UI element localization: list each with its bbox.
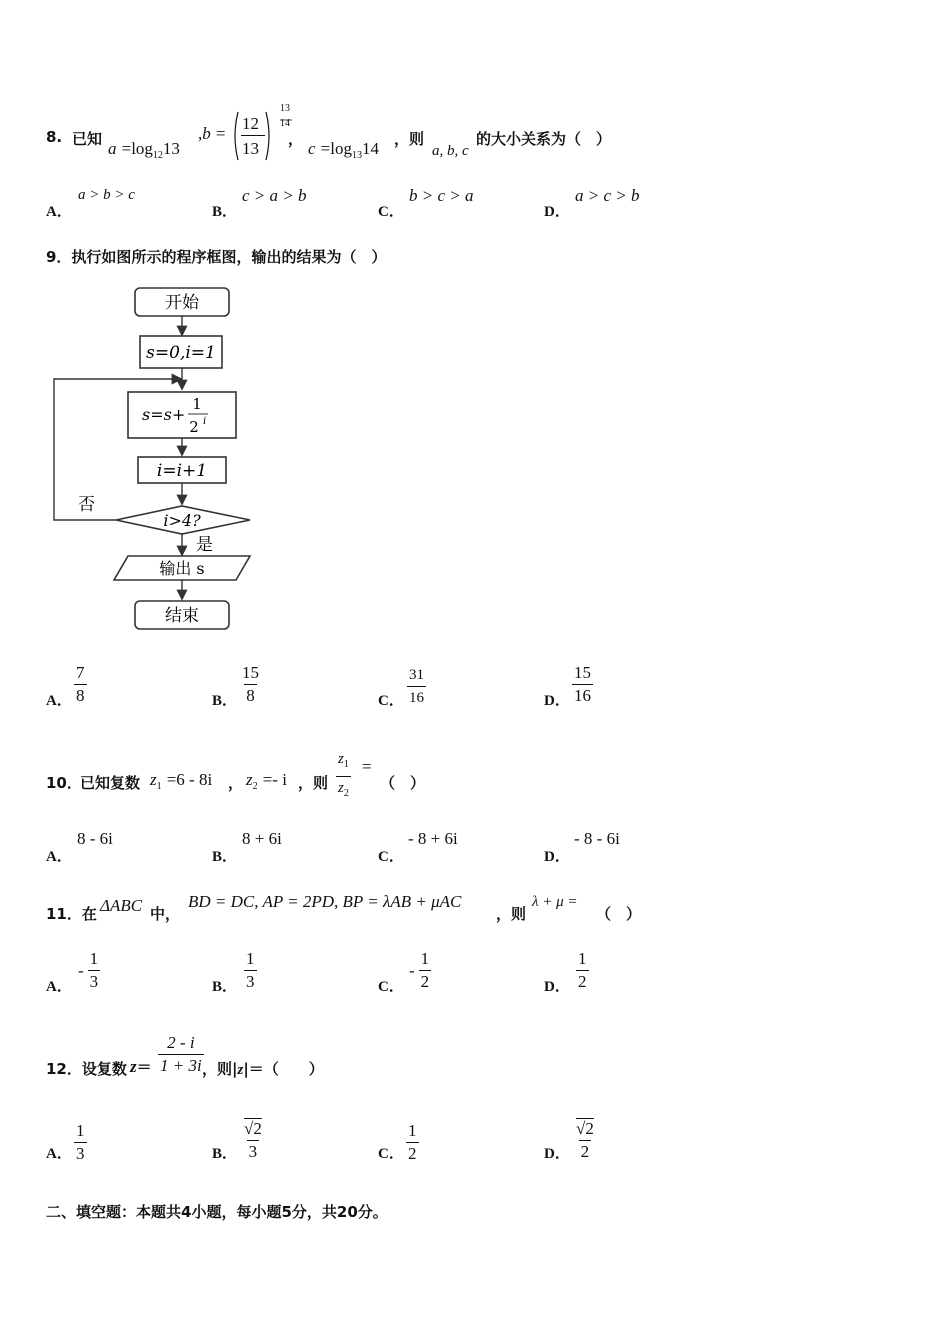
q11-option-c-label: C． (378, 979, 404, 995)
q8-option-b-label: B． (212, 204, 238, 220)
q10-fraction: $\frac{z_1}{z_2}$ (336, 748, 351, 805)
q9-option-c-label: C． (378, 693, 404, 709)
q9-title: 9．执行如图所示的程序框图，输出的结果为（ ） (46, 248, 387, 266)
flow-yes-label: 是 (196, 535, 213, 555)
flow-update-s-text: s=s+ (142, 405, 186, 424)
q10-option-c-text: - 8 + 6i (408, 829, 458, 848)
q12-option-b-fraction: $\frac{√2}{3}$ (244, 1119, 262, 1161)
q11-mid: 中， (150, 905, 181, 923)
flow-update-s-exp: i (203, 416, 207, 427)
q8-option-b-text: c > a > b (242, 186, 307, 205)
q11-tail: （ ） (596, 905, 642, 923)
q8-number: 8. (46, 128, 63, 146)
q8-b-exponent-num: 13 (280, 103, 290, 114)
q8-vars: a, b, c (432, 143, 469, 159)
q12-option-d-fraction: $\frac{√2}{2}$ (576, 1119, 594, 1161)
q11-option-a-label: A． (46, 979, 72, 995)
q10-option-c-label: C． (378, 849, 404, 865)
flow-update-s-den: 2 (189, 418, 199, 436)
q8-comma: ， (288, 130, 304, 148)
q11-number: 11．在 (46, 905, 97, 923)
q12-option-c-fraction: $\frac{1}{2}$ (408, 1121, 417, 1163)
q11-triangle: ΔABC (100, 896, 143, 915)
q8-tail: 的大小关系为（ ） (476, 130, 612, 148)
q8-option-a-text: a > b > c (78, 187, 135, 203)
q8-b-exponent-den: 14 (280, 118, 290, 129)
q9-option-c-fraction: $\frac{31}{16}$ (407, 664, 426, 709)
q10-option-d-text: - 8 - 6i (574, 829, 620, 848)
q12-z-eq: z＝ (130, 1057, 152, 1076)
flow-start-text: 开始 (165, 293, 199, 313)
q12-option-b-label: B． (212, 1146, 238, 1162)
q10-z1: $z_1 =6 - 8i$ (150, 770, 213, 792)
q10-lead: 已知复数 (80, 774, 141, 792)
q10-option-a-label: A． (46, 849, 72, 865)
q8-option-c-label: C． (378, 204, 404, 220)
q12-option-c-label: C． (378, 1146, 404, 1162)
flow-no-label: 否 (78, 495, 95, 515)
q10-option-b-text: 8 + 6i (242, 829, 282, 848)
q10-tail: （ ） (380, 774, 426, 792)
flow-decision-text: i>4? (163, 511, 201, 530)
q8-option-a-label: A． (46, 204, 72, 220)
q12-option-a-label: A． (46, 1146, 72, 1162)
q8-then: ，则 (394, 130, 425, 148)
q9-option-d-label: D． (544, 693, 570, 709)
q11-option-b-label: B． (212, 979, 238, 995)
q8-option-c-text: b > c > a (409, 186, 474, 205)
flow-init-text: s=0,i=1 (146, 343, 216, 363)
q8-lead: 已知 (72, 130, 103, 148)
q8-c-expression: $c =\log_{13}14$ (308, 139, 379, 161)
q10-option-b-label: B． (212, 849, 238, 865)
q8-b-power (232, 103, 294, 164)
q8-b-denominator: 13 (242, 139, 259, 158)
flow-update-i-text: i=i+1 (156, 461, 208, 481)
q12-option-d-label: D． (544, 1146, 570, 1162)
q8-a-expression: $a =\log_{12}13$ (108, 139, 180, 161)
q10-option-a-text: 8 - 6i (77, 829, 113, 848)
q11-option-b-value: $\frac{1}{3}$ (246, 949, 255, 991)
q10-option-d-label: D． (544, 849, 570, 865)
q9-option-d-fraction: $\frac{15}{16}$ (574, 663, 591, 705)
flow-update-s-num: 1 (192, 395, 202, 413)
q8-b-expression: ,b = (198, 124, 226, 143)
q11-option-c-value: - $\frac{1}{2}$ (409, 949, 430, 991)
q12-option-a-fraction: $\frac{1}{3}$ (76, 1121, 85, 1163)
q8-option-d-text: a > c > b (575, 186, 640, 205)
flow-end-text: 结束 (165, 606, 199, 626)
q9-option-a-fraction: $\frac{7}{8}$ (76, 663, 85, 705)
flowchart (46, 284, 262, 634)
q11-then: ，则 (496, 905, 527, 923)
q12-number: 12．设复数 (46, 1060, 127, 1078)
q9-option-b-label: B． (212, 693, 238, 709)
q11-option-d-label: D． (544, 979, 570, 995)
q10-number: 10． (46, 774, 82, 792)
q11-expr: λ + μ = (532, 894, 578, 910)
q12-fraction: $\frac{2 - i}{1 + 3i}$ (160, 1033, 202, 1075)
q11-option-d-value: $\frac{1}{2}$ (578, 949, 587, 991)
q10-eq: = (362, 757, 372, 776)
q10-sep: ， (228, 774, 244, 792)
q11-condition: BD = DC, AP = 2PD, BP = λAB + μAC (188, 892, 462, 911)
q9-option-b-fraction: $\frac{15}{8}$ (242, 663, 259, 705)
q10-z2: $z_2 =- i$ (246, 770, 287, 792)
q12-tail: ，则|z|＝（ ） (202, 1060, 324, 1078)
q10-then: ，则 (298, 774, 329, 792)
q8-option-d-label: D． (544, 204, 570, 220)
q8-b-numerator: 12 (242, 114, 259, 133)
section-heading: 二、填空题：本题共4小题，每小题5分，共20分。 (46, 1203, 388, 1221)
q11-option-a-value: - $\frac{1}{3}$ (78, 949, 99, 991)
flow-output-text: 输出 s (159, 559, 205, 578)
q9-option-a-label: A． (46, 693, 72, 709)
